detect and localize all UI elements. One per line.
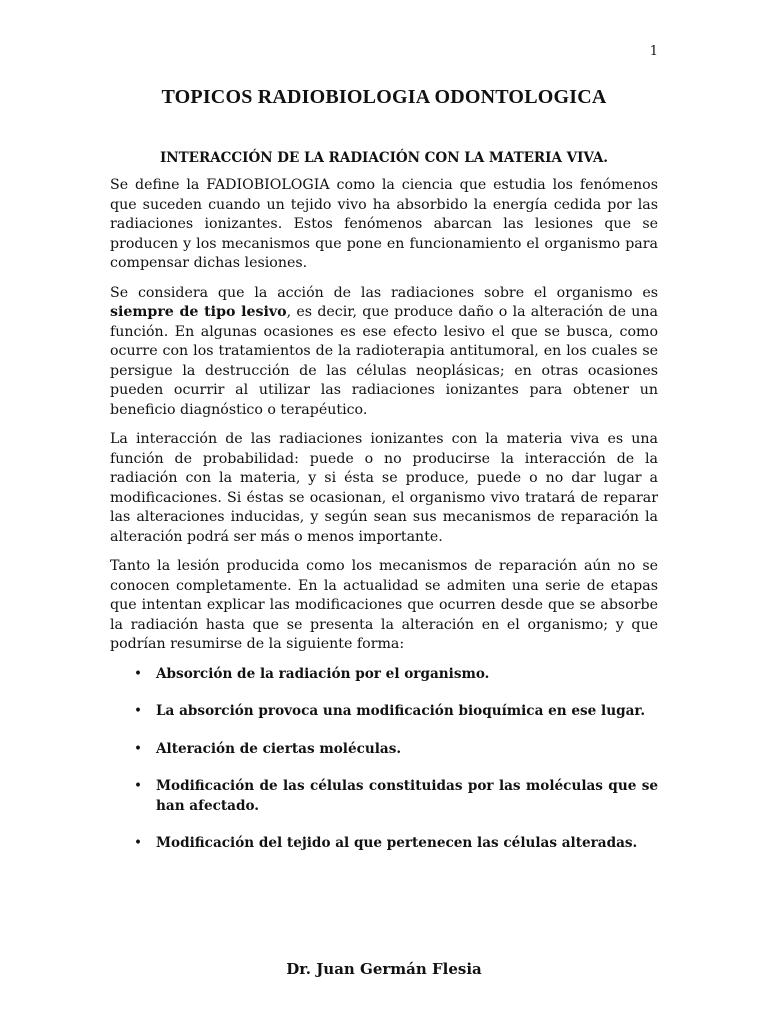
list-item [110,777,658,816]
list-item-text: Absorción de la radiación por el organismo. [156,665,490,682]
list-item [110,740,658,760]
list-item-text: La absorción provoca una modificación bioquímica en ese lugar. [156,703,646,719]
document-body [110,150,658,872]
paragraph-probability: La interacción de las radiaciones ionizantes con la materia viva es una función de probabilidad: puede o no producirse la interacción de la radiación con la materia, y si ésta se produce, puede o no dar lugar a modificaciones. Si éstas se ocasionan, el organismo vivo tratará de reparar las alteraciones inducidas, y según sean sus mecanismos de reparación la alteración podrá ser más o menos importante. [110,431,658,545]
bullet-icon: • [134,703,143,719]
paragraph-definition: Se define la FADIOBIOLOGIA como la ciencia que estudia los fenómenos que suceden cuando un tejido vivo ha absorbido la energía cedida por las radiaciones ionizantes. Estos fenómenos abarcan las lesiones que se producen y los mecanismos que pone en funcionamiento el organismo para compensar dichas lesiones. [110,177,658,271]
list-item [110,665,658,685]
paragraph-lesive-text-start: Se considera que la acción de las radiaciones sobre el organismo es [110,284,658,301]
paragraph-stages: Tanto la lesión producida como los mecanismos de reparación aún no se conocen completamente. En la actualidad se admiten una serie de etapas que intentan explicar las modificaciones que ocurren desde que se absorbe la radiación hasta que se presenta la alteración en el organismo; y que podrían resumirse de la siguiente forma: [110,558,658,652]
list-item-text: Alteración de ciertas moléculas. [156,740,402,757]
bullet-icon: • [134,665,143,682]
page-number: 1 [649,44,658,59]
section-heading: INTERACCIÓN DE LA RADIACIÓN CON LA MATERIA VIVA. [159,150,609,166]
paragraph-lesive-action [110,284,658,421]
bullet-icon: • [134,835,143,851]
bullet-icon: • [134,740,143,757]
list-item [110,702,658,722]
list-item-text: Modificación del tejido al que pertenecen las células alteradas. [156,835,638,851]
list-item [110,834,658,854]
stages-list [110,665,658,854]
bullet-icon: • [134,778,143,794]
emphasis-lesive: siempre de tipo lesivo [110,304,287,320]
list-item-text: Modificación de las células constituidas por las moléculas que se han afectado. [156,778,658,814]
paragraph-lesive-text-end: , es decir, que produce daño o la alteración de una función. En algunas ocasiones es ese efecto lesivo el que se busca, como ocurre con los tratamientos de la radioterapia antitumoral, en los cuales se persigue la destrucción de las células neoplásicas; en otras ocasiones pueden ocurrir al utilizar las radiaciones ionizantes para obtener un beneficio diagnóstico o terapéutico. [110,304,658,418]
document-title: TOPICOS RADIOBIOLOGIA ODONTOLOGICA [161,86,607,108]
author-signature: Dr. Juan Germán Flesia [286,960,482,978]
